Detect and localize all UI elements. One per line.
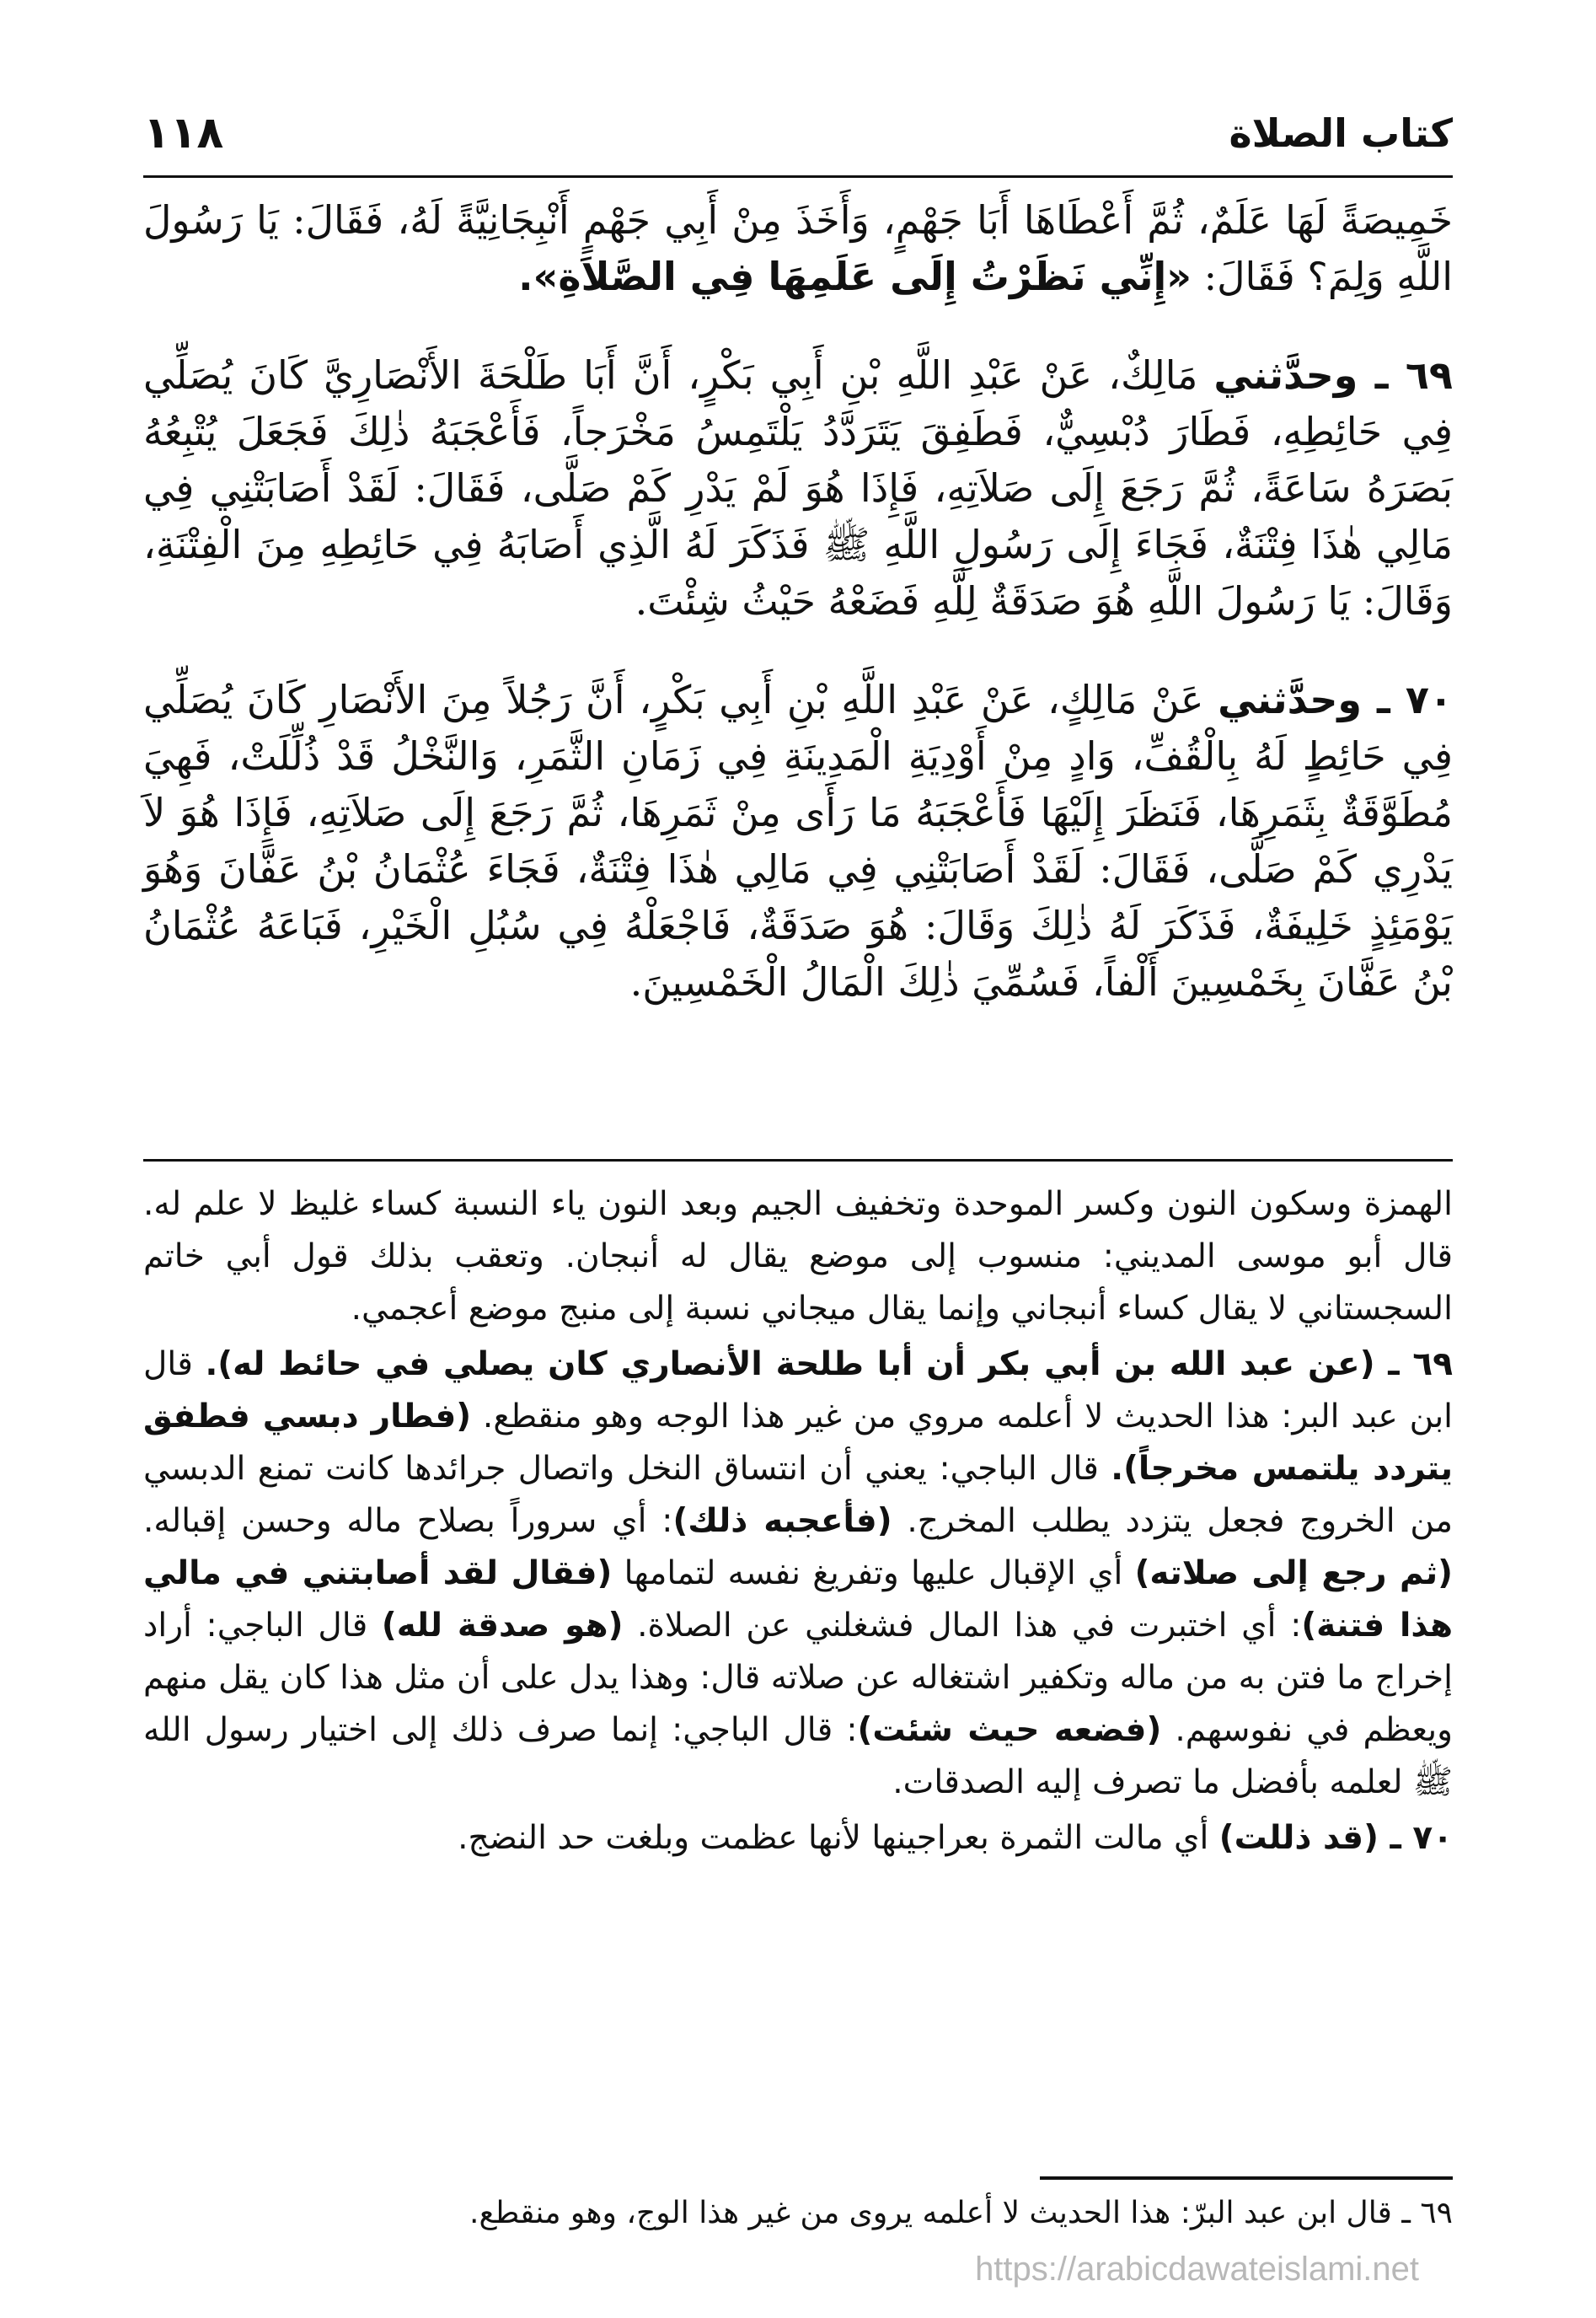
- hadith-text: [143, 192, 1453, 1028]
- commentary-text: أي الإقبال عليها وتفريغ نفسه لتمامها: [612, 1554, 1135, 1592]
- running-title: كتاب الصلاة: [1229, 110, 1453, 156]
- commentary-text: : قال الباجي: إنما صرف ذلك إلى اختيار رسول الله ﷺ لعلمه بأفضل ما تصرف إليه الصدقات.: [143, 1711, 1453, 1801]
- commentary-quote: (هو صدقة لله): [381, 1607, 624, 1645]
- page-number: ١١٨: [143, 108, 224, 158]
- prophet-quote: «إِنِّي نَظَرْتُ إِلَى عَلَمِهَا فِي الصَّلاَةِ».: [518, 254, 1192, 299]
- commentary-text: : أي اختبرت في هذا المال فشغلني عن الصلاة.: [623, 1607, 1302, 1645]
- paragraph-text: خَمِيصَةً لَهَا عَلَمٌ، ثُمَّ أَعْطَاهَا أَبَا جَهْمٍ، وَأَخَذَ مِنْ أَبِي جَهْمٍ أَنْبِجَانِيَّةً لَهُ، فَقَالَ: يَا رَسُولَ اللَّهِ وَلِمَ؟ فَقَالَ:: [143, 197, 1453, 299]
- commentary-divider: [143, 1159, 1453, 1162]
- commentary-paragraph-70: [143, 1812, 1453, 1865]
- hadith-paragraph-69: [143, 347, 1453, 630]
- commentary-paragraph-1: الهمزة وسكون النون وكسر الموحدة وتخفيف الجيم وبعد النون ياء النسبة كساء غليظ لا علم له. قال أبو موسى المديني: منسوب إلى موضع يقال له أنبجان. وتعقب بذلك قول أبي خاتم السجستاني لا يقال كساء أنبجاني وإنما يقال ميجاني نسبة إلى منبج موضع أعجمي.: [143, 1185, 1453, 1328]
- commentary-text: أي مالت الثمرة بعراجينها لأنها عظمت وبلغت حد النضج.: [458, 1819, 1219, 1857]
- spacer: [143, 647, 1453, 672]
- spacer: [143, 322, 1453, 347]
- hadith-number-lead: ٦٩ ـ وحدَّثني: [1213, 352, 1453, 398]
- commentary-text: قال الباجي: يعني أن انتساق النخل واتصال جرائدها كانت تمنع الدبسي من الخروج فجعل يتزدد يطلب المخرج.: [143, 1450, 1453, 1540]
- commentary-quote: (فأعجبه ذلك): [672, 1502, 892, 1540]
- commentary-heading: ٦٩ ـ (عن عبد الله بن أبي بكر أن أبا طلحة الأنصاري كان يصلي في حائط له).: [205, 1345, 1454, 1383]
- watermark-url: https://arabicdawateislami.net: [975, 2251, 1419, 2288]
- hadith-paragraph-68-end: [143, 192, 1453, 305]
- commentary-text: قال الباجي: أراد إخراج ما فتن به من ماله وتكفير اشتغاله عن صلاته قال: وهذا يدل على أن مثل هذا كان يقل منهم ويعظم في نفوسهم.: [143, 1607, 1453, 1749]
- paragraph-text: عَنْ مَالِكٍ، عَنْ عَبْدِ اللَّهِ بْنِ أَبِي بَكْرٍ، أَنَّ رَجُلاً مِنَ الأَنْصَارِ كَانَ يُصَلِّي فِي حَائِطٍ لَهُ بِالْقُفِّ، وَادٍ مِنْ أَوْدِيَةِ الْمَدِينَةِ فِي زَمَانِ الثَّمَرِ، وَالنَّخْلُ قَدْ ذُلِّلَتْ، فَهِيَ مُطَوَّقَةٌ بِثَمَرِهَا، فَنَظَرَ إِلَيْهَا فَأَعْجَبَهُ مَا رَأَى مِنْ ثَمَرِهَا، ثُمَّ رَجَعَ إِلَى صَلاَتِهِ، فَإِذَا هُوَ لاَ يَدْرِي كَمْ صَلَّى، فَقَالَ: لَقَدْ أَصَابَتْنِي فِي مَالِي هٰذَا فِتْنَةٌ، فَجَاءَ عُثْمَانُ بْنُ عَفَّانَ وَهُوَ يَوْمَئِذٍ خَلِيفَةٌ، فَذَكَرَ لَهُ ذٰلِكَ وَقَالَ: هُوَ صَدَقَةٌ، فَاجْعَلْهُ فِي سُبُلِ الْخَيْرِ، فَبَاعَهُ عُثْمَانُ بْنُ عَفَّانَ بِخَمْسِينَ أَلْفاً، فَسُمِّيَ ذٰلِكَ الْمَالُ الْخَمْسِينَ.: [143, 677, 1453, 1005]
- hadith-number-lead: ٧٠ ـ وحدَّثني: [1218, 677, 1453, 722]
- paragraph-text: مَالِكٌ، عَنْ عَبْدِ اللَّهِ بْنِ أَبِي بَكْرٍ، أَنَّ أَبَا طَلْحَةَ الأَنْصَارِيَّ كَانَ يُصَلِّي فِي حَائِطِهِ، فَطَارَ دُبْسِيٌّ، فَطَفِقَ يَتَرَدَّدُ يَلْتَمِسُ مَخْرَجاً، فَأَعْجَبَهُ ذٰلِكَ فَجَعَلَ يُتْبِعُهُ بَصَرَهُ سَاعَةً، ثُمَّ رَجَعَ إِلَى صَلاَتِهِ، فَإِذَا هُوَ لَمْ يَدْرِ كَمْ صَلَّى، فَقَالَ: لَقَدْ أَصَابَتْنِي فِي مَالِي هٰذَا فِتْنَةٌ، فَجَاءَ إِلَى رَسُولِ اللَّهِ ﷺ فَذَكَرَ لَهُ الَّذِي أَصَابَهُ فِي حَائِطِهِ مِنَ الْفِتْنَةِ، وَقَالَ: يَا رَسُولَ اللَّهِ هُوَ صَدَقَةٌ لِلَّهِ فَضَعْهُ حَيْثُ شِئْتَ.: [143, 352, 1454, 624]
- commentary-text: قال ابن عبد البر: هذا الحديث لا أعلمه مروي من غير هذا الوجه وهو منقطع.: [143, 1345, 1454, 1435]
- hadith-paragraph-70: [143, 672, 1453, 1011]
- commentary-quote: (فقال لقد أصابتني في مالي هذا فتنة): [143, 1554, 1453, 1645]
- commentary-text: : أي سروراً بصلاح ماله وحسن إقباله.: [143, 1502, 673, 1540]
- commentary-quote: (فطار دبسي فطفق يتردد يلتمس مخرجاً).: [143, 1398, 1453, 1488]
- footnote-divider: [1040, 2176, 1453, 2180]
- commentary-heading: ٧٠ ـ (قد ذللت): [1218, 1819, 1453, 1857]
- commentary-quote: (فضعه حيث شئت): [857, 1711, 1162, 1749]
- page-header: [143, 99, 1453, 178]
- commentary-paragraph-69: [143, 1339, 1453, 1809]
- commentary-section: [143, 1178, 1453, 1868]
- footnote: ٦٩ ـ قال ابن عبد البرّ: هذا الحديث لا أعلمه يروى من غير هذا الوج، وهو منقطع.: [469, 2196, 1453, 2230]
- commentary-quote: (ثم رجع إلى صلاته): [1134, 1554, 1453, 1592]
